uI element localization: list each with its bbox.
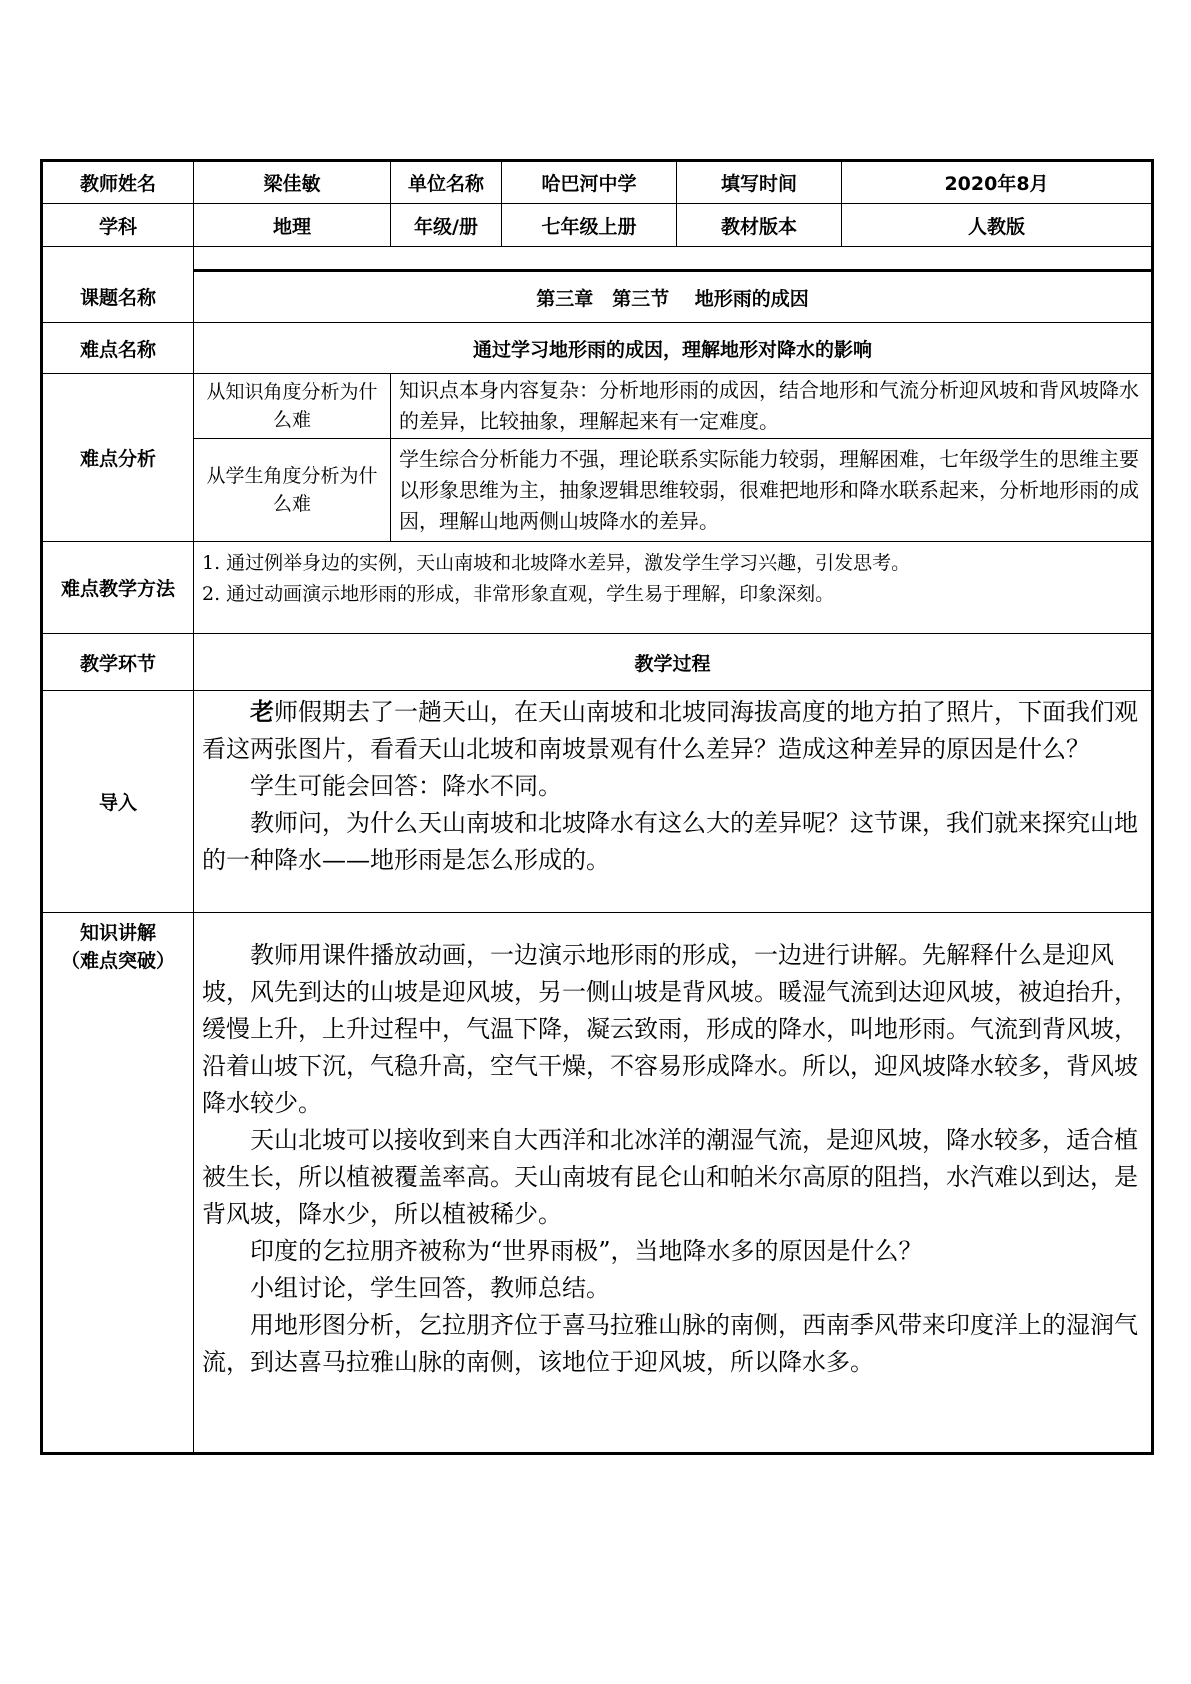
lecture-label [42, 913, 194, 1454]
methods-list [194, 542, 1153, 634]
edition-value: 人教版 [842, 204, 1153, 247]
unit-label: 单位名称 [391, 161, 502, 204]
difficulty-label: 难点名称 [42, 323, 194, 374]
analysis-label: 难点分析 [42, 374, 194, 542]
intro-label: 导入 [42, 691, 194, 913]
grade-value: 七年级上册 [502, 204, 677, 247]
analysis-row-student [42, 439, 1153, 542]
difficulty-row [42, 323, 1153, 374]
topic-label: 课题名称 [42, 271, 194, 323]
student-angle-text: 学生综合分析能力不强，理论联系实际能力较弱，理解困难，七年级学生的思维主要以形象思维为主，抽象逻辑思维较弱，很难把地形和降水联系起来，分析地形雨的成因，理解山地两侧山坡降水的差异。 [391, 439, 1153, 542]
intro-paragraph-1 [202, 693, 1143, 768]
stage-label: 教学环节 [42, 634, 194, 691]
methods-label: 难点教学方法 [42, 542, 194, 634]
process-header-row [42, 634, 1153, 691]
spacer-cell-right [194, 247, 1153, 271]
spacer-cell-left [42, 247, 194, 271]
teacher-value: 梁佳敏 [194, 161, 391, 204]
intro-lead-char: 老 [250, 697, 274, 726]
header-row-1 [42, 161, 1153, 204]
intro-row [42, 691, 1153, 913]
topic-value: 第三章 第三节 地形雨的成因 [194, 271, 1153, 323]
analysis-row-knowledge [42, 374, 1153, 439]
subject-value: 地理 [194, 204, 391, 247]
lecture-label-line-2: （难点突破） [60, 950, 175, 972]
difficulty-value: 通过学习地形雨的成因，理解地形对降水的影响 [194, 323, 1153, 374]
knowledge-angle-label: 从知识角度分析为什么难 [194, 374, 391, 439]
subject-label: 学科 [42, 204, 194, 247]
header-row-2 [42, 204, 1153, 247]
process-title: 教学过程 [194, 634, 1153, 691]
lecture-paragraph-5: 用地形图分析，乞拉朋齐位于喜马拉雅山脉的南侧，西南季风带来印度洋上的湿润气流，到达喜马拉雅山脉的南侧，该地位于迎风坡，所以降水多。 [202, 1311, 1138, 1376]
lecture-row [42, 913, 1153, 1454]
grade-label: 年级/册 [391, 204, 502, 247]
lecture-content [194, 913, 1153, 1454]
lecture-label-line-1: 知识讲解 [79, 922, 156, 944]
intro-paragraph-3: 教师问，为什么天山南坡和北坡降水有这么大的差异呢？这节课，我们就来探究山地的一种降水——地形雨是怎么形成的。 [202, 809, 1138, 874]
lecture-paragraph-4: 小组讨论，学生回答，教师总结。 [250, 1274, 610, 1302]
knowledge-angle-text: 知识点本身内容复杂：分析地形雨的成因，结合地形和气流分析迎风坡和背风坡降水的差异，比较抽象，理解起来有一定难度。 [391, 374, 1153, 439]
lesson-design-form [40, 159, 1154, 1455]
unit-value: 哈巴河中学 [502, 161, 677, 204]
method-item-1: 1. 通过例举身边的实例，天山南坡和北坡降水差异，激发学生学习兴趣，引发思考。 [202, 552, 911, 574]
methods-row [42, 542, 1153, 634]
edition-label: 教材版本 [677, 204, 842, 247]
lecture-paragraph-1: 教师用课件播放动画，一边演示地形雨的形成，一边进行讲解。先解释什么是迎风坡，风先到达的山坡是迎风坡，另一侧山坡是背风坡。暖湿气流到达迎风坡，被迫抬升，缓慢上升，上升过程中，气温下降，凝云致雨，形成的降水，叫地形雨。气流到背风坡，沿着山坡下沉，气稳升高，空气干燥，不容易形成降水。所以，迎风坡降水较多，背风坡降水较少。 [202, 941, 1138, 1117]
date-value: 2020年8月 [842, 161, 1153, 204]
topic-row [42, 271, 1153, 323]
method-item-2: 2. 通过动画演示地形雨的形成，非常形象直观，学生易于理解，印象深刻。 [202, 583, 835, 605]
lecture-paragraph-2: 天山北坡可以接收到来自大西洋和北冰洋的潮湿气流，是迎风坡，降水较多，适合植被生长，所以植被覆盖率高。天山南坡有昆仑山和帕米尔高原的阻挡，水汽难以到达，是背风坡，降水少，所以植被稀少。 [202, 1126, 1138, 1228]
intro-paragraph-1-text: 师假期去了一趟天山，在天山南坡和北坡同海拔高度的地方拍了照片，下面我们观看这两张图片，看看天山北坡和南坡景观有什么差异？造成这种差异的原因是什么？ [202, 698, 1138, 763]
intro-paragraph-2: 学生可能会回答：降水不同。 [250, 772, 562, 800]
student-angle-label: 从学生角度分析为什么难 [194, 439, 391, 542]
teacher-label: 教师姓名 [42, 161, 194, 204]
spacer-row [42, 247, 1153, 271]
lecture-paragraph-3: 印度的乞拉朋齐被称为“世界雨极”，当地降水多的原因是什么？ [250, 1237, 923, 1265]
date-label: 填写时间 [677, 161, 842, 204]
intro-content [194, 691, 1153, 913]
